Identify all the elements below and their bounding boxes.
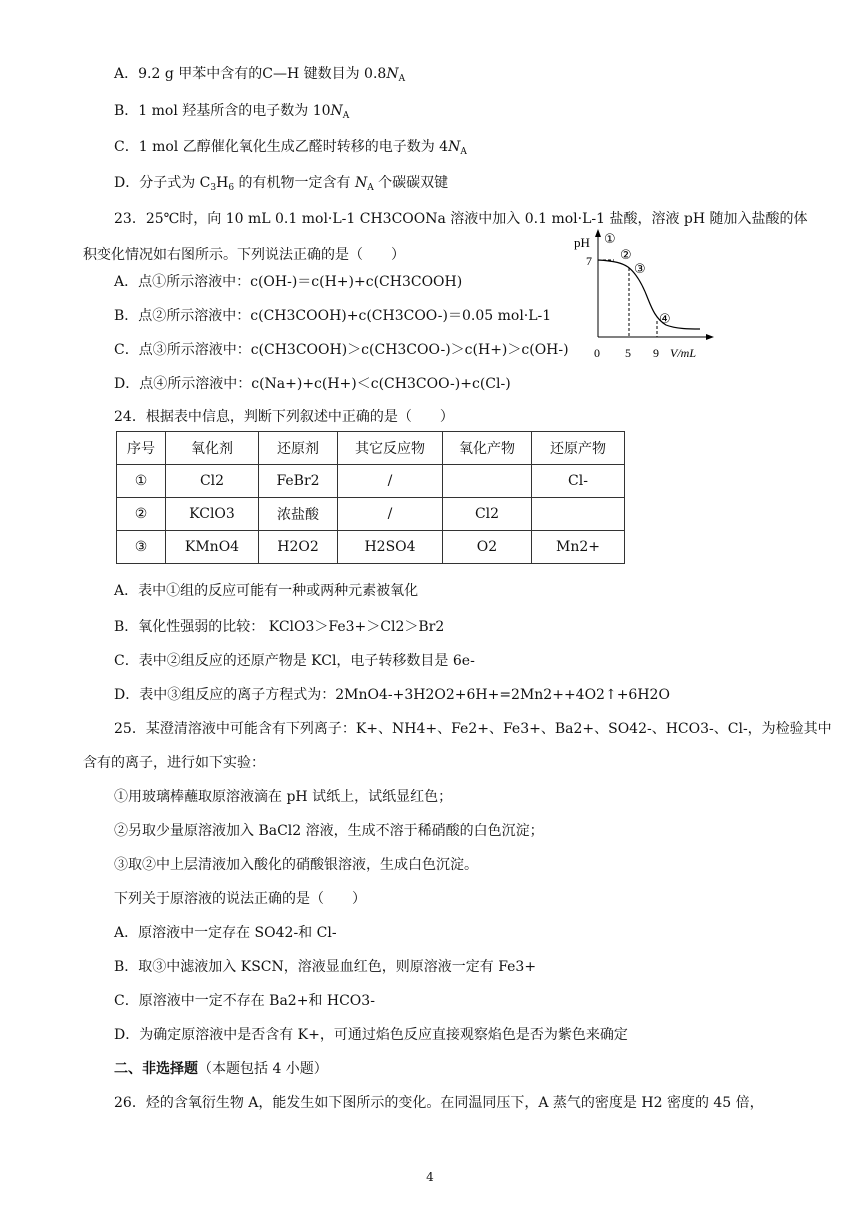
q23-stem-line2: 积变化情况如右图所示。下列说法正确的是（ ） — [83, 247, 405, 263]
q23-option-a: A．点①所示溶液中：c(OH-)＝c(H+)+c(CH3COOH) — [114, 274, 463, 290]
page-number: 4 — [426, 1170, 434, 1184]
q22-option-c: C．1 mol 乙醇催化氧化生成乙醛时转移的电子数为 $4N_A$ — [114, 139, 467, 157]
point-1: ① — [604, 232, 616, 247]
table-header-row — [117, 432, 625, 465]
q25-stem-line2: 含有的离子，进行如下实验： — [83, 755, 265, 771]
x-axis-label: V/mL — [670, 346, 697, 360]
table-cell: FeBr2 — [259, 465, 338, 498]
x-tick-9: 9 — [653, 346, 659, 360]
table-cell: Cl- — [532, 465, 625, 498]
section-2-note: （本题包括 4 小题） — [198, 1061, 328, 1077]
q25-option-a: A．原溶液中一定存在 SO42-和 Cl- — [114, 925, 337, 941]
q23-stem-line1: 23．25℃时，向 10 mL 0.1 mol·L-1 CH3COONa 溶液中加入 0.1 mol·L-1 盐酸，溶液 pH 随加入盐酸的体 — [114, 211, 808, 227]
table-cell — [532, 498, 625, 531]
table-cell — [443, 465, 532, 498]
header-cell: 氧化剂 — [166, 432, 259, 465]
q25-stem-line1: 25．某澄清溶液中可能含有下列离子：K+、NH4+、Fe2+、Fe3+、Ba2+、SO42-、HCO3-、Cl-，为检验其中 — [114, 721, 832, 737]
table-cell: ① — [117, 465, 166, 498]
q25-ask: 下列关于原溶液的说法正确的是（ ） — [114, 891, 366, 907]
q26-stem: 26．烃的含氧衍生物 A，能发生如下图所示的变化。在同温同压下，A 蒸气的密度是 H2 密度的 45 倍， — [114, 1095, 764, 1111]
section-2-heading — [114, 1059, 328, 1079]
q25-step-3: ③取②中上层清液加入酸化的硝酸银溶液，生成白色沉淀。 — [114, 857, 478, 873]
table-cell: H2SO4 — [338, 531, 443, 564]
section-2-title: 二、非选择题 — [114, 1061, 198, 1077]
q24-option-a: A．表中①组的反应可能有一种或两种元素被氧化 — [114, 583, 419, 599]
q23-option-b: B．点②所示溶液中：c(CH3COOH)+c(CH3COO-)＝0.05 mol·L-1 — [114, 308, 552, 324]
table-cell: Cl2 — [443, 498, 532, 531]
q24-option-b: B．氧化性强弱的比较： KClO3＞Fe3+＞Cl2＞Br2 — [114, 619, 445, 635]
y-axis-arrow — [595, 229, 601, 237]
q25-option-b: B．取③中滤液加入 KSCN，溶液显血红色，则原溶液一定有 Fe3+ — [114, 959, 537, 975]
table-cell: O2 — [443, 531, 532, 564]
titration-curve — [598, 260, 700, 329]
y-tick-7: 7 — [586, 254, 592, 268]
q24-option-c: C．表中②组反应的还原产物是 KCl，电子转移数目是 6e- — [114, 653, 475, 669]
q24-option-d: D．表中③组反应的离子方程式为：2MnO4-+3H2O2+6H+=2Mn2++4O2↑+6H2O — [114, 687, 670, 703]
table-cell: Cl2 — [166, 465, 259, 498]
q24-stem: 24．根据表中信息，判断下列叙述中正确的是（ ） — [114, 409, 454, 425]
table-cell: / — [338, 498, 443, 531]
point-4: ④ — [659, 312, 671, 327]
table-row — [117, 498, 625, 531]
ph-titration-graph — [570, 225, 720, 365]
q25-option-c: C．原溶液中一定不存在 Ba2+和 HCO3- — [114, 993, 375, 1009]
table-cell: H2O2 — [259, 531, 338, 564]
table-cell: KClO3 — [166, 498, 259, 531]
y-axis-label: pH — [574, 235, 590, 250]
table-cell: / — [338, 465, 443, 498]
q22-option-d: D．分子式为 $C_3H_6$ 的有机物一定含有 $N_A$ 个碳碳双键 — [114, 175, 449, 193]
table-cell: 浓盐酸 — [259, 498, 338, 531]
table-cell: Mn2+ — [532, 531, 625, 564]
header-cell: 氧化产物 — [443, 432, 532, 465]
q23-option-c: C．点③所示溶液中：c(CH3COOH)＞c(CH3COO-)＞c(H+)＞c(OH-) — [114, 342, 569, 358]
table-row — [117, 531, 625, 564]
q24-table — [116, 431, 625, 564]
point-3: ③ — [634, 262, 646, 277]
q22-option-b: B．1 mol 羟基所含的电子数为 $10N_A$ — [114, 103, 350, 121]
x-tick-5: 5 — [625, 346, 631, 360]
q25-option-d: D．为确定原溶液中是否含有 K+，可通过焰色反应直接观察焰色是否为紫色来确定 — [114, 1027, 628, 1043]
header-cell: 其它反应物 — [338, 432, 443, 465]
q25-step-2: ②另取少量原溶液加入 BaCl2 溶液，生成不溶于稀硝酸的白色沉淀； — [114, 823, 544, 839]
x-axis-arrow — [706, 334, 714, 340]
header-cell: 序号 — [117, 432, 166, 465]
x-tick-0: 0 — [594, 346, 600, 360]
q25-step-1: ①用玻璃棒蘸取原溶液滴在 pH 试纸上，试纸显红色； — [114, 789, 453, 805]
q23-option-d: D．点④所示溶液中：c(Na+)+c(H+)＜c(CH3COO-)+c(Cl-) — [114, 376, 511, 392]
table-cell: KMnO4 — [166, 531, 259, 564]
table-cell: ③ — [117, 531, 166, 564]
table-cell: ② — [117, 498, 166, 531]
q22-option-a: A．9.2 g 甲苯中含有的C—H 键数目为 $0.8N_A$ — [114, 66, 406, 84]
header-cell: 还原剂 — [259, 432, 338, 465]
header-cell: 还原产物 — [532, 432, 625, 465]
point-2: ② — [620, 248, 632, 263]
table-row — [117, 465, 625, 498]
